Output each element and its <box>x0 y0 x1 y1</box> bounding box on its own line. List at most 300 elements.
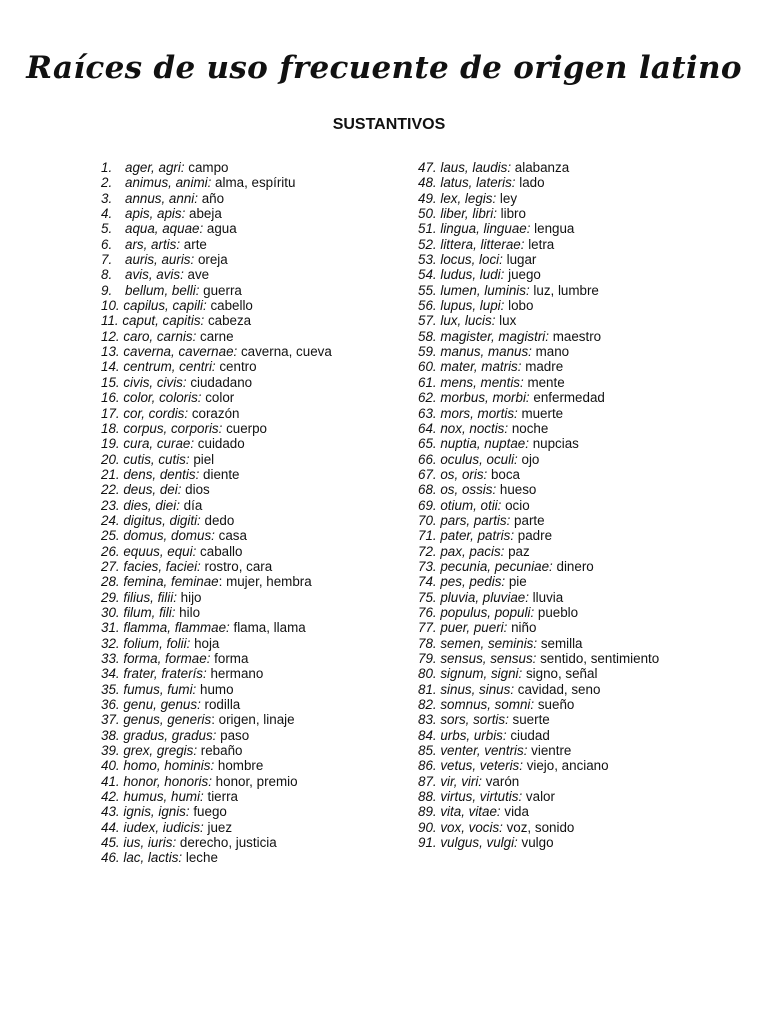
item-number: 41. <box>101 773 120 789</box>
item-number: 60. <box>418 359 437 375</box>
item-number: 79. <box>418 651 437 666</box>
list-item <box>101 574 401 589</box>
latin-root: dens, dentis: <box>123 466 200 482</box>
list-item <box>418 390 748 405</box>
latin-root: pluvia, pluviae: <box>440 589 529 605</box>
list-item <box>101 758 401 773</box>
item-number: 90. <box>418 819 437 835</box>
list-item <box>101 482 401 497</box>
spanish-meaning: pueblo <box>534 604 579 620</box>
item-number: 46. <box>101 850 120 866</box>
list-item <box>418 712 748 727</box>
latin-root: venter, ventris: <box>440 743 528 759</box>
item-number: 44. <box>101 819 120 835</box>
item-number: 10. <box>101 298 120 314</box>
latin-root: lux, lucis: <box>440 313 496 329</box>
item-number: 47. <box>418 160 437 175</box>
list-item <box>418 160 748 175</box>
item-number: 63. <box>418 405 437 421</box>
section-heading: SUSTANTIVOS <box>332 116 446 133</box>
latin-root: vulgus, vulgi: <box>440 835 518 851</box>
spanish-meaning: centro <box>215 359 257 375</box>
latin-root: magister, magistri: <box>440 328 550 344</box>
item-number: 9. <box>101 282 113 298</box>
spanish-meaning: vida <box>500 804 529 820</box>
item-number: 42. <box>101 789 120 805</box>
latin-root: gradus, gradus: <box>123 727 217 743</box>
spanish-meaning: lux <box>495 313 517 329</box>
list-item <box>101 559 401 574</box>
list-item <box>101 498 401 513</box>
list-item <box>101 528 401 543</box>
list-item <box>418 835 748 850</box>
list-item <box>418 513 748 528</box>
spanish-meaning: corazón <box>188 405 240 421</box>
list-item <box>418 789 748 804</box>
list-item <box>101 697 401 712</box>
list-item <box>418 467 748 482</box>
spanish-meaning: vulgo <box>517 835 554 851</box>
list-item <box>101 283 401 298</box>
item-number: 56. <box>418 298 437 314</box>
spanish-meaning: niño <box>507 620 537 636</box>
item-number: 4. <box>101 206 113 222</box>
latin-root: ignis, ignis: <box>123 804 190 820</box>
list-item <box>101 206 401 221</box>
spanish-meaning: lobo <box>504 298 534 314</box>
spanish-meaning: lado <box>515 175 545 191</box>
item-number: 70. <box>418 512 437 528</box>
list-item <box>101 850 401 865</box>
spanish-meaning: juez <box>203 819 233 835</box>
list-item <box>101 175 401 190</box>
list-item <box>101 636 401 651</box>
spanish-meaning: maestro <box>549 328 602 344</box>
spanish-meaning: casa <box>214 528 247 544</box>
item-number: 31. <box>101 620 120 636</box>
spanish-meaning: : origen, linaje <box>211 712 295 728</box>
latin-root: genus, generis <box>123 712 212 728</box>
latin-root: annus, anni: <box>125 190 198 206</box>
list-item <box>418 329 748 344</box>
latin-root: forma, formae: <box>123 651 211 666</box>
item-number: 11. <box>101 313 119 329</box>
spanish-meaning: lugar <box>502 252 537 268</box>
item-number: 73. <box>418 558 437 574</box>
spanish-meaning: alabanza <box>511 160 570 175</box>
list-item <box>101 359 401 374</box>
latin-root: avis, avis: <box>125 267 184 283</box>
latin-root: pars, partis: <box>440 512 511 528</box>
item-number: 33. <box>101 651 120 666</box>
list-item <box>418 590 748 605</box>
latin-root: littera, litterae: <box>440 236 525 252</box>
list-item <box>418 237 748 252</box>
item-number: 40. <box>101 758 120 774</box>
spanish-meaning: oreja <box>194 252 228 268</box>
latin-root: facies, faciei: <box>123 558 201 574</box>
list-item <box>418 528 748 543</box>
spanish-meaning: ciudadano <box>186 374 253 390</box>
item-number: 49. <box>418 190 437 206</box>
list-item <box>418 359 748 374</box>
latin-root: lingua, linguae: <box>440 221 531 237</box>
spanish-meaning: nupcias <box>528 436 579 452</box>
spanish-meaning: cuidado <box>194 436 245 452</box>
item-number: 81. <box>418 681 437 697</box>
item-number: 19. <box>101 436 120 452</box>
spanish-meaning: rostro, cara <box>200 558 273 574</box>
spanish-meaning: hermano <box>206 666 264 682</box>
spanish-meaning: abeja <box>185 206 222 222</box>
list-item <box>418 804 748 819</box>
spanish-meaning: forma <box>210 651 249 666</box>
list-item <box>101 313 401 328</box>
list-item <box>418 758 748 773</box>
spanish-meaning: voz, sonido <box>502 819 575 835</box>
list-item <box>418 651 748 666</box>
roots-list-left <box>101 160 401 866</box>
item-number: 86. <box>418 758 437 774</box>
latin-root: os, ossis: <box>440 482 497 498</box>
item-number: 27. <box>101 558 120 574</box>
latin-root: virtus, virtutis: <box>440 789 523 805</box>
spanish-meaning: : mujer, hembra <box>218 574 312 590</box>
item-number: 74. <box>418 574 437 590</box>
spanish-meaning: padre <box>514 528 553 544</box>
item-number: 18. <box>101 420 120 436</box>
document-title: Raíces de uso frecuente de origen latino <box>26 50 742 86</box>
item-number: 43. <box>101 804 120 820</box>
latin-root: vox, vocis: <box>440 819 503 835</box>
latin-root: ager, agri: <box>125 160 185 175</box>
spanish-meaning: hijo <box>176 589 202 605</box>
item-number: 53. <box>418 252 437 268</box>
spanish-meaning: sentido, sentimiento <box>536 651 660 666</box>
spanish-meaning: dios <box>181 482 210 498</box>
item-number: 14. <box>101 359 120 375</box>
latin-root: deus, dei: <box>123 482 182 498</box>
list-item <box>101 620 401 635</box>
list-item <box>101 835 401 850</box>
item-number: 55. <box>418 282 437 298</box>
spanish-meaning: cavidad, seno <box>514 681 601 697</box>
item-number: 89. <box>418 804 437 820</box>
item-number: 39. <box>101 743 120 759</box>
latin-root: flamma, flammae: <box>123 620 230 636</box>
list-item <box>101 267 401 282</box>
list-item <box>418 728 748 743</box>
list-item <box>101 544 401 559</box>
list-item <box>418 452 748 467</box>
latin-root: mater, matris: <box>440 359 522 375</box>
spanish-meaning: día <box>179 497 203 513</box>
list-item <box>101 298 401 313</box>
list-item <box>418 313 748 328</box>
item-number: 68. <box>418 482 437 498</box>
latin-root: caput, capitis: <box>122 313 205 329</box>
spanish-meaning: caverna, cueva <box>237 344 332 360</box>
item-number: 80. <box>418 666 437 682</box>
latin-root: lupus, lupi: <box>440 298 505 314</box>
item-number: 32. <box>101 635 120 651</box>
list-item <box>418 743 748 758</box>
latin-root: vita, vitae: <box>440 804 501 820</box>
spanish-meaning: madre <box>521 359 564 375</box>
latin-root: corpus, corporis: <box>123 420 223 436</box>
spanish-meaning: ciudad <box>506 727 550 743</box>
latin-root: pater, patris: <box>440 528 515 544</box>
item-number: 34. <box>101 666 120 682</box>
latin-root: auris, auris: <box>125 252 195 268</box>
spanish-meaning: juego <box>504 267 541 283</box>
spanish-meaning: viejo, anciano <box>522 758 609 774</box>
latin-root: grex, gregis: <box>123 743 198 759</box>
item-number: 51. <box>418 221 437 237</box>
spanish-meaning: leche <box>182 850 218 866</box>
spanish-meaning: hoja <box>190 635 220 651</box>
item-number: 28. <box>101 574 120 590</box>
list-item <box>418 191 748 206</box>
latin-root: puer, pueri: <box>440 620 508 636</box>
latin-root: color, coloris: <box>123 390 202 406</box>
list-item <box>101 375 401 390</box>
spanish-meaning: arte <box>180 236 207 252</box>
latin-root: fumus, fumi: <box>123 681 197 697</box>
item-number: 35. <box>101 681 120 697</box>
latin-root: cura, curae: <box>123 436 195 452</box>
list-item <box>418 820 748 835</box>
latin-root: ius, iuris: <box>123 835 177 851</box>
spanish-meaning: campo <box>184 160 229 175</box>
list-item <box>418 406 748 421</box>
spanish-meaning: rebaño <box>197 743 243 759</box>
spanish-meaning: dedo <box>200 512 235 528</box>
spanish-meaning: lluvia <box>528 589 564 605</box>
latin-root: centrum, centri: <box>123 359 216 375</box>
spanish-meaning: parte <box>510 512 545 528</box>
list-item <box>418 221 748 236</box>
list-item <box>101 804 401 819</box>
latin-root: honor, honoris: <box>123 773 212 789</box>
spanish-meaning: ocio <box>501 497 530 513</box>
item-number: 57. <box>418 313 437 329</box>
item-number: 62. <box>418 390 437 406</box>
list-item <box>101 421 401 436</box>
item-number: 88. <box>418 789 437 805</box>
spanish-meaning: libro <box>496 206 526 222</box>
spanish-meaning: cuerpo <box>222 420 268 436</box>
item-number: 58. <box>418 328 437 344</box>
latin-root: caverna, cavernae: <box>123 344 238 360</box>
latin-root: civis, civis: <box>123 374 187 390</box>
latin-root: genu, genus: <box>123 697 201 713</box>
latin-root: mens, mentis: <box>440 374 524 390</box>
latin-root: folium, folii: <box>123 635 191 651</box>
latin-root: manus, manus: <box>440 344 532 360</box>
list-item <box>418 666 748 681</box>
spanish-meaning: vientre <box>527 743 572 759</box>
spanish-meaning: humo <box>196 681 234 697</box>
list-item <box>418 498 748 513</box>
spanish-meaning: varón <box>482 773 520 789</box>
spanish-meaning: tierra <box>203 789 238 805</box>
list-item <box>418 620 748 635</box>
item-number: 30. <box>101 604 120 620</box>
item-number: 48. <box>418 175 437 191</box>
spanish-meaning: hueso <box>496 482 537 498</box>
list-item <box>418 482 748 497</box>
latin-root: pecunia, pecuniae: <box>440 558 553 574</box>
item-number: 66. <box>418 451 437 467</box>
list-item <box>418 774 748 789</box>
list-item <box>101 406 401 421</box>
list-item <box>101 191 401 206</box>
item-number: 67. <box>418 466 437 482</box>
latin-root: latus, lateris: <box>440 175 516 191</box>
spanish-meaning: año <box>197 190 225 206</box>
spanish-meaning: suerte <box>508 712 550 728</box>
spanish-meaning: pie <box>505 574 527 590</box>
list-item <box>418 252 748 267</box>
item-number: 7. <box>101 252 113 268</box>
list-item <box>418 175 748 190</box>
item-number: 64. <box>418 420 437 436</box>
list-item <box>418 283 748 298</box>
list-item <box>101 728 401 743</box>
latin-root: somnus, somni: <box>440 697 535 713</box>
list-item <box>101 743 401 758</box>
item-number: 26. <box>101 543 120 559</box>
spanish-meaning: color <box>201 390 235 406</box>
spanish-meaning: diente <box>199 466 240 482</box>
list-item <box>101 820 401 835</box>
latin-root: morbus, morbi: <box>440 390 530 406</box>
latin-root: cor, cordis: <box>123 405 189 421</box>
list-item <box>101 789 401 804</box>
spanish-meaning: alma, espíritu <box>211 175 296 191</box>
item-number: 72. <box>418 543 437 559</box>
spanish-meaning: boca <box>487 466 521 482</box>
latin-root: capilus, capili: <box>123 298 207 314</box>
spanish-meaning: cabeza <box>204 313 252 329</box>
item-number: 20. <box>101 451 120 467</box>
list-item <box>418 298 748 313</box>
item-number: 16. <box>101 390 120 406</box>
latin-root: lex, legis: <box>440 190 497 206</box>
spanish-meaning: flama, llama <box>229 620 306 636</box>
spanish-meaning: hilo <box>175 604 201 620</box>
list-item <box>418 544 748 559</box>
spanish-meaning: noche <box>508 420 549 436</box>
latin-root: mors, mortis: <box>440 405 518 421</box>
latin-root: os, oris: <box>440 466 488 482</box>
spanish-meaning: rodilla <box>200 697 241 713</box>
roots-list-right <box>418 160 748 850</box>
latin-root: apis, apis: <box>125 206 186 222</box>
item-number: 1. <box>101 160 113 175</box>
item-number: 85. <box>418 743 437 759</box>
item-number: 50. <box>418 206 437 222</box>
item-number: 61. <box>418 374 437 390</box>
list-item <box>418 421 748 436</box>
latin-root: pax, pacis: <box>440 543 505 559</box>
latin-root: aqua, aquae: <box>125 221 204 237</box>
spanish-meaning: mente <box>523 374 565 390</box>
list-item <box>101 651 401 666</box>
item-number: 29. <box>101 589 120 605</box>
item-number: 13. <box>101 344 120 360</box>
latin-root: domus, domus: <box>123 528 215 544</box>
latin-root: frater, fraterís: <box>123 666 207 682</box>
latin-root: femina, feminae <box>123 574 219 590</box>
item-number: 25. <box>101 528 120 544</box>
list-item <box>101 513 401 528</box>
list-item <box>101 344 401 359</box>
latin-root: cutis, cutis: <box>123 451 190 467</box>
item-number: 6. <box>101 236 113 252</box>
latin-root: pes, pedis: <box>440 574 506 590</box>
latin-root: vir, viri: <box>440 773 483 789</box>
latin-root: populus, populi: <box>440 604 535 620</box>
spanish-meaning: valor <box>522 789 555 805</box>
spanish-meaning: fuego <box>189 804 227 820</box>
latin-root: ars, artis: <box>125 236 181 252</box>
item-number: 23. <box>101 497 120 513</box>
list-item <box>418 574 748 589</box>
list-item <box>418 375 748 390</box>
latin-root: sors, sortis: <box>440 712 509 728</box>
item-number: 78. <box>418 635 437 651</box>
latin-root: equus, equi: <box>123 543 197 559</box>
latin-root: laus, laudis: <box>440 160 512 175</box>
spanish-meaning: mano <box>531 344 570 360</box>
list-item <box>101 712 401 727</box>
item-number: 91. <box>418 835 437 851</box>
latin-root: bellum, belli: <box>125 282 200 298</box>
spanish-meaning: sueño <box>534 697 575 713</box>
latin-root: vetus, veteris: <box>440 758 523 774</box>
spanish-meaning: dinero <box>552 558 594 574</box>
item-number: 69. <box>418 497 437 513</box>
list-item <box>101 390 401 405</box>
item-number: 36. <box>101 697 120 713</box>
spanish-meaning: ave <box>183 267 210 283</box>
list-item <box>418 206 748 221</box>
item-number: 12. <box>101 328 120 344</box>
list-item <box>418 636 748 651</box>
item-number: 21. <box>101 466 120 482</box>
spanish-meaning: signo, señal <box>522 666 598 682</box>
spanish-meaning: caballo <box>196 543 243 559</box>
spanish-meaning: muerte <box>517 405 564 421</box>
list-item <box>101 436 401 451</box>
list-item <box>101 774 401 789</box>
item-number: 38. <box>101 727 120 743</box>
list-item <box>101 221 401 236</box>
list-item <box>101 237 401 252</box>
item-number: 76. <box>418 604 437 620</box>
latin-root: animus, animi: <box>125 175 212 191</box>
list-item <box>418 344 748 359</box>
spanish-meaning: ojo <box>517 451 540 467</box>
item-number: 82. <box>418 697 437 713</box>
spanish-meaning: enfermedad <box>529 390 605 406</box>
item-number: 77. <box>418 620 437 636</box>
latin-root: oculus, oculi: <box>440 451 518 467</box>
latin-root: sinus, sinus: <box>440 681 515 697</box>
latin-root: urbs, urbis: <box>440 727 507 743</box>
